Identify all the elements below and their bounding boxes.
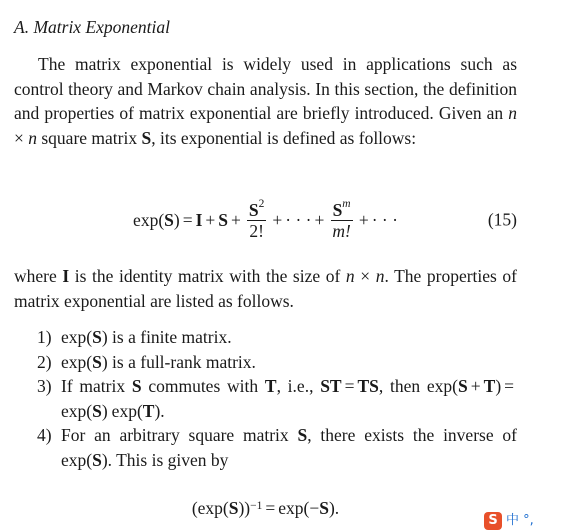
times-symbol: × [14,127,24,148]
equation-15: exp( S ) = I + S + $\frac{S^2}{2!}$ + · · · + $\frac{S^m}{m!}$ + · · · (15) [133,197,517,241]
list-item: 3) If matrix S commutes with T, i.e., ST = TS, then exp(S + T) =exp(S) exp(T). [37,376,515,421]
properties-list [37,325,517,473]
ellipsis: · · · [371,209,398,230]
sogou-logo-icon: S [484,512,502,530]
where-paragraph: where I is the identity matrix with the size of n × n. The properties of matrix exponential are listed as follows. [14,266,518,311]
equation-inverse: (exp( S )) $^{-1}$ = exp(− S ). [191,497,340,518]
fraction-Sm-over-mfact: $\frac{S^m}{m!}$ [332,197,351,241]
section-heading: A. Matrix Exponential [14,17,171,37]
math-n: n [28,127,37,148]
ellipsis: · · · [285,209,312,230]
watermark-text: 中 °, [506,513,534,528]
list-item: 1) exp(S) is a finite matrix. [37,327,232,347]
fraction-S2-over-2fact: $\frac{S^2}{2!}$ [248,197,265,241]
equation-number: (15) [487,209,517,230]
list-item: 4) For an arbitrary square matrix S, there exists the inverse of exp(S). This is given by [37,425,517,470]
list-item: 2) exp(S) is a full-rank matrix. [37,351,256,372]
matrix-S: S [141,127,152,148]
watermark [484,511,534,530]
intro-paragraph: The matrix exponential is widely used in applications such as control theory and Markov chain analysis. In this section, the definition and properties of matrix exponential are briefly introduced. Given an n × n square matrix S, its exponential is defined as follows: [14,54,517,148]
math-n: n [508,103,517,124]
identity-I: I [195,209,203,230]
